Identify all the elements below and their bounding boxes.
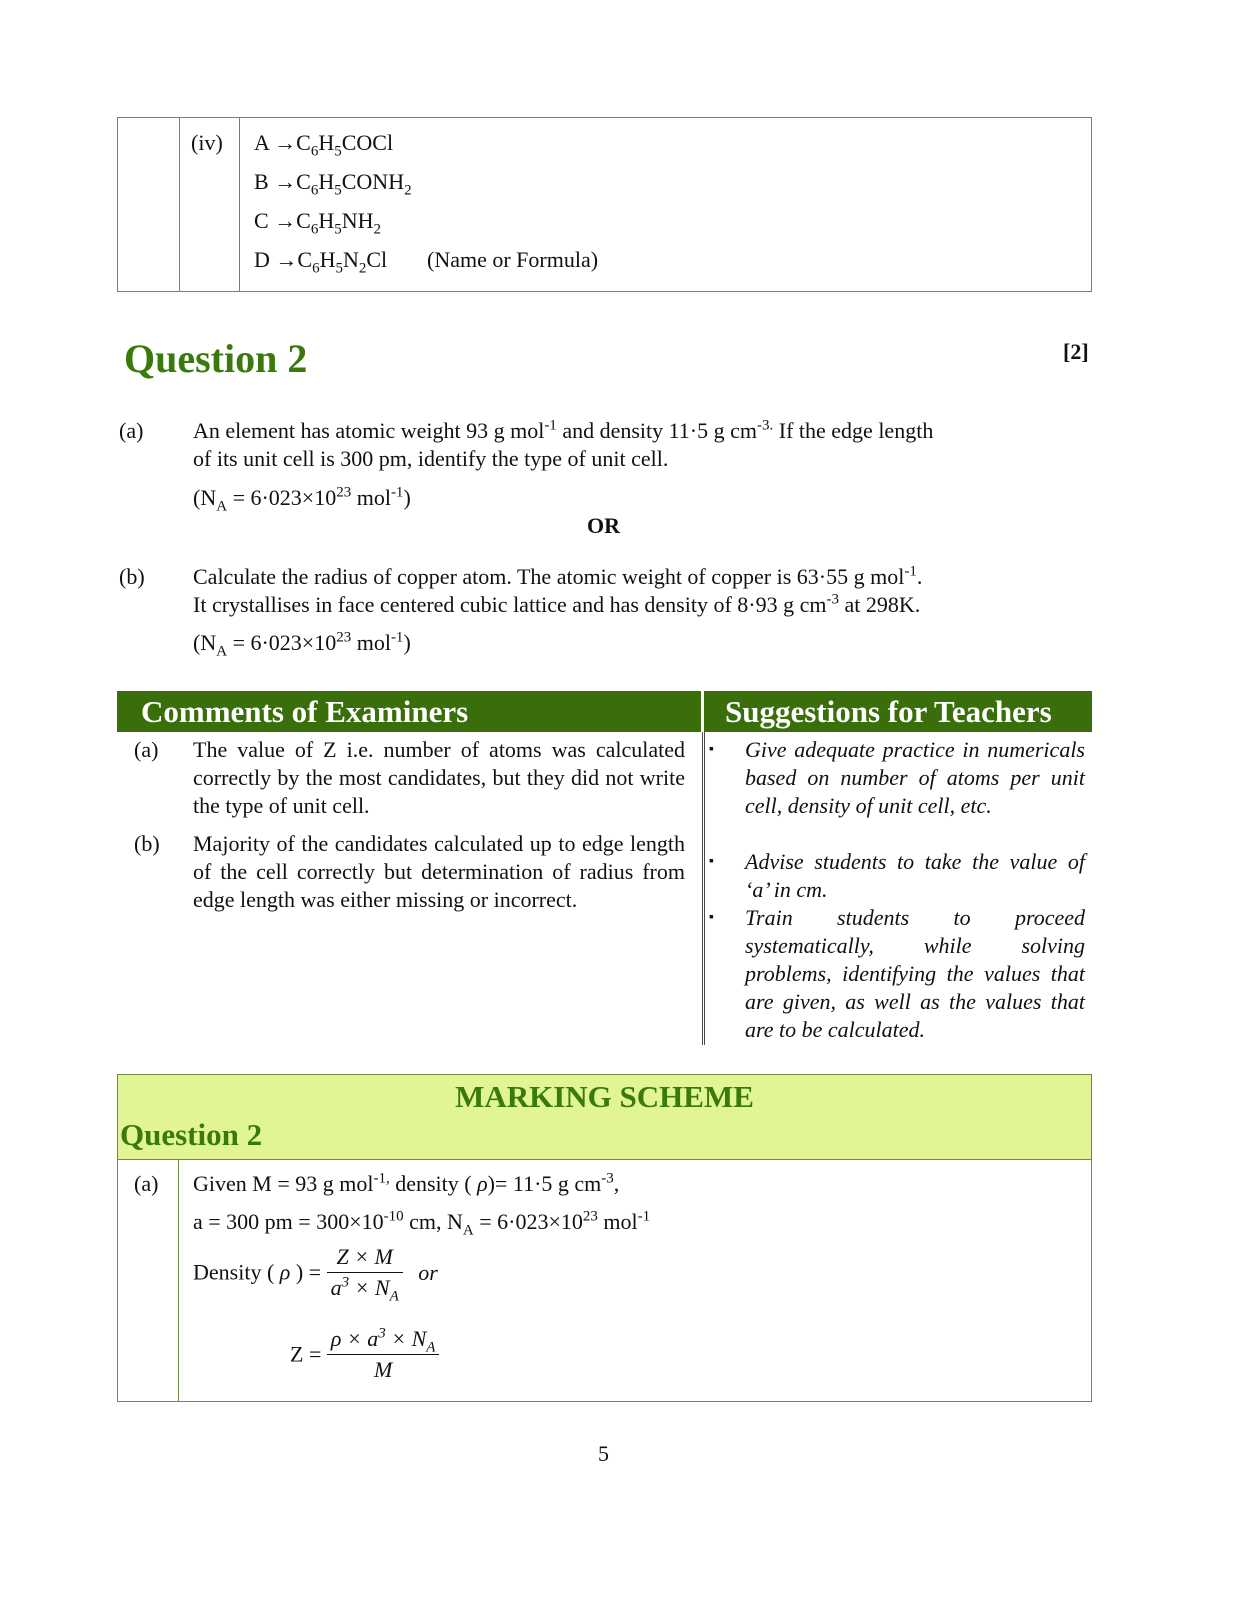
page-number: 5 [598,1441,609,1466]
comment-a-label: (a) [134,737,159,762]
marking-scheme-question: Question 2 [120,1117,263,1152]
bullet-icon: ▪ [709,910,714,925]
question-marks: [2] [1063,339,1089,364]
marking-scheme-column-line [178,1160,179,1401]
or-separator: OR [587,513,620,538]
name-or-formula-note: (Name or Formula) [427,247,599,272]
z-fraction: $\frac{\rho \times a^3 \times N_A}{M}$ [327,1326,440,1383]
reaction-line-c: $C \to C_6H_5NH_2$ [254,208,382,238]
comment-a-text: The value of Z i.e. number of atoms was calculated correctly by the most candidates, but they did not write the type of unit cell. [193,737,685,818]
part-b-avogadro: ($N_A = 6\cdot 023\times 10^{23}$ mol$^{-1}$) [193,629,411,660]
part-a-label: (a) [119,418,144,443]
reaction-line-a: $A \to C_6H_5COCl$ [254,130,394,160]
part-b-label: (b) [119,564,145,589]
suggestion-3: Train students to proceed systematically, while solving problems, identifying the values that are given, as well as the values that are to be calculated. [745,905,1085,1042]
part-iv-label: (iv) [191,130,223,155]
suggestion-1: Give adequate practice in numericals based on number of atoms per unit cell, density of unit cell, etc. [745,737,1085,818]
column-divider [702,732,705,1045]
ms-z-formula: Z = $\frac{\rho \times a^3 \times N_A}{M}$ [290,1326,439,1383]
comment-b-text: Majority of the candidates calculated up to edge length of the cell correctly but determination of radius from edge length was either missing or incorrect. [193,831,685,912]
suggestion-2: Advise students to take the value of ‘a’ in cm. [745,849,1085,902]
part-b-text: Calculate the radius of copper atom. The atomic weight of copper is 63·55 g mol$^{-1}$. It crystallises in face centered cubic lattice and has density of 8·93 g $cm^{-3}$ at 298K. [193,563,923,617]
part-a-text: An element has atomic weight 93 g mol$^{-1}$ and density 11·5 g $cm^{-3.}$ If the edge length of its unit cell is 300 pm, identify the type of unit cell. [193,417,934,471]
density-fraction: $\frac{Z \times M}{a^3 \times N_A}$ [327,1244,403,1301]
marking-scheme-header [118,1075,1091,1160]
question-title: Question 2 [124,336,308,381]
reaction-line-b: $B \to C_6H_5CONH_2$ [254,169,412,199]
comment-b-label: (b) [134,831,160,856]
ms-edge-line: a = 300 pm = $300\times 10^{-10}$ cm, $N_A = 6\cdot 023\times 10^{23}$ mol$^{-1}$ [193,1208,651,1239]
ms-density-formula: Density ( ρ ) = $\frac{Z \times M}{a^3 \times N_A}$ or [193,1244,438,1305]
reaction-line-d: $D \to C_6H_5N_2Cl$ [254,247,388,277]
part-a-avogadro: ($N_A = 6\cdot 023\times 10^{23}$ mol$^{-1}$) [193,484,411,515]
comments-header: Comments of Examiners [117,691,701,732]
ms-given-line: Given M = 93 g mol$^{-1,}$ density ( ρ)= 11·5 g $cm^{-3}$, [193,1170,620,1196]
marking-scheme-title: MARKING SCHEME [455,1079,754,1114]
bullet-icon: ▪ [709,854,714,869]
suggestions-header: Suggestions for Teachers [704,691,1092,732]
ms-part-a-label: (a) [134,1171,159,1196]
bullet-icon: ▪ [709,742,714,757]
